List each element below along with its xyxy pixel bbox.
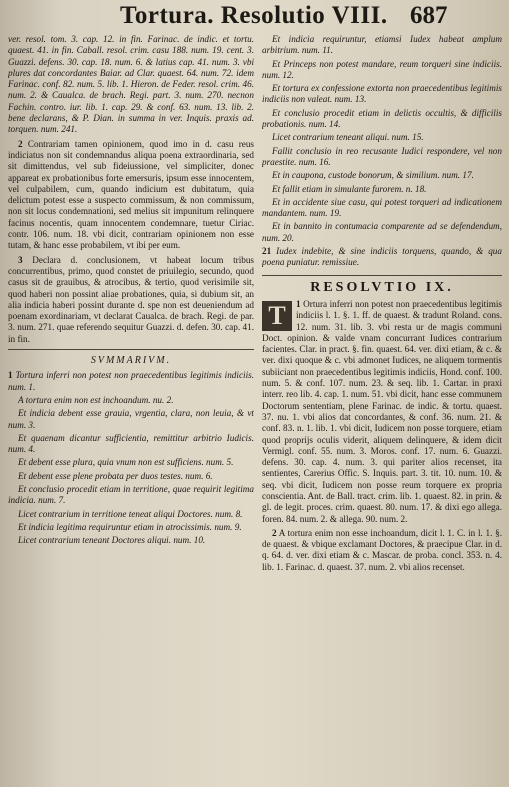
marginal-number: 2 [18,138,23,149]
page-number: 687 [410,2,448,29]
summary-item: Licet contrarium teneant Doctores aliqui. num. 10. [18,535,206,546]
running-header [0,0,509,30]
summary-heading: SVMMARIVM. [8,349,254,366]
summary-item: Et in bannito in contumacia comparente ad se defendendum, num. 20. [262,221,502,243]
marginal-number: 2 [272,527,277,538]
summary-item [8,370,254,393]
summary-item: Et conclusio procedit etiam in territione, quae requirit legitima indicia. num. 7. [8,483,254,506]
resolution-heading: RESOLVTIO IX. [262,275,502,293]
summary-item: Et Princeps non potest mandare, reum torqueri sine indiciis. num. 12. [262,58,502,80]
paragraph-text: Declara d. conclusionem, vt habeat locum tribus concurrentibus, primo, quod constet de priuilegio, secundo, quod casus sit de grauibus, & atrocibus, & tertio, quod verisimile sit, quod haberi non possint aliae probationes, quia, si dubium sit, an alia indicia haberi possint durante d. spe non est deueniendum ad poenam exordinariam, vt declarat Caualca. de brach. Regi. de par. 3. num. 271. quae referendo sequitur Guazzi. d. defen. 30. cap. 41. in fin. [8,254,254,344]
summary-item: Et indicia legitima requiruntur etiam in atrocissimis. num. 9. [18,521,242,532]
left-column [8,34,254,782]
summary-list-continued [262,34,502,269]
running-title: Tortura. Resolutio VIII. [120,2,388,29]
paragraph-text: Contrariam tamen opinionem, quod imo in d. casu reus indiciatus non sit condemnandus aliqua poena extraordinaria, sed sit dimittendus, vel sub fideiussione, vel simpliciter, donec appareat ex probationibus forte emersuris, ipsum esse innocentem, vel culpabilem, cum, quando indicium est dubitatum, quia delictum potest esse a suspecto commissum, & non commissum, non sit locus condemnationi, sed melius sit impunitum relinquere facinus nocentis, quam innocentem condemnare, tuetur Ciriac. contr. 106. num. 18. vbi dicit, contrariam opinionem non esse tutam, & hanc esse probabilem, vt ibi per eum. [8,138,254,251]
continuation-paragraph: ver. resol. tom. 3. cap. 12. in fin. Farinac. de indic. et tortu. quaest. 41. in fin. Caball. resol. crim. casu 188. num. 19. cent. 3. Guazzi. defens. 30. cap. 18. num. 6. & latius cap. 41. num. 3. vbi plures dat concordantes Baiar. ad Clar. quaest. 64. num. 72. idem Farinac. conf. 82. num. 5. lib. 1. Hieron. de Feder. resol. crim. 46. num. 2. & Caualca. de brach. Regi. part. 3. num. 270. necnon Fachin. contro. iur. lib. 1. cap. 29. & conf. 63. num. 13. lib. 2. bene declarans, & P. Dian. in summa in ver. Inquis. praxis ad. torquen. num. 241. [8,34,254,135]
summary-item: Et in caupona, custode bonorum, & similium. num. 17. [272,170,474,181]
summary-item: Licet contrarium in territione teneat aliqui Doctores. num. 8. [18,508,243,519]
summary-item: Licet contrarium teneant aliqui. num. 15. [272,132,424,143]
paragraph-text: Ortura inferri non potest non praecedentibus legitimis indiciis l. 1. §. 1. ff. de quaest. & tradunt Roland. cons. 12. num. 31. lib. 3. vbi resta ur de magis communi Doct. opinion. & valde vnam concurrant Iudices contrarium facientes. Clar. in pract. §. fin. quaest. 64. ver. dixi etiam, & c. & ver. dixi quoque & c. vbi admonet Iudices, ne aliquem tormentis subiiciant non praecedentibus legitimis indiciis, Hond. conf. 100. num. 5. & conf. 107. num. 23. & seq. lib. 1. Cartar. in praxi interr. reo lib. 4. cap. 1. num. 51. vbi dicit, hanc esse communem Doctorum sententiam, plene Farinac. de indic. & tortu. quaest. 37. nu. 1. vbi alios dat concordantes, & conf. 36. num. 21. & conf. 83. n. 1. lib. 1. vbi dicit, Iudicem non posse torquere, etiam quod proprijs oculis viderit, aliquem delinquere, & idem dicit Vermigl. conf. 55. num. 3. Moros. conf. 17. num. 6. Guazzi. defens. 30. cap. 4. num. 3. qui pariter alios recenset, ita sentientes, Carerius Offic. S. Inquis. part. 3. tit. 10. num. 10. & seq. vbi dicit, Iudicem non posse reum torquere ex propria conscientia. Ant. de Ball. tract. crim. lib. 1. quaest. 82. in prin. & gl. de legit. proces. crim. quaest. 80. num. 17. & dixi ego allega. foren. 84. num. 2. & allega. 90. num. 2. [262,298,502,524]
marginal-number: 1 [8,370,13,381]
resolution-paragraph-1 [262,299,502,525]
resolution-paragraph-2 [262,528,502,573]
marginal-number: 1 [296,298,301,309]
summary-item: Et debent esse plura, quia vnum non est sufficiens. num. 5. [18,457,234,468]
marginal-number: 3 [18,254,23,265]
summary-item: Et tortura ex confessione extorta non praecedentibus legitimis indiciis non valeat. num. 13. [262,83,502,105]
summary-list [8,370,254,546]
summary-item: Et fallit etiam in simulante furorem. n. 18. [272,183,427,194]
summary-item: Fallit conclusio in reo recusante Iudici respondere, vel non praestite. num. 16. [262,145,502,167]
paragraph-text: A tortura enim non esse inchoandum, dicit l. 1. C. in l. 1. §. de quaest. & vbique exclamant Doctores, & praecipue Clar. in d. q. 64. d. ver. dixi etiam & c. Mascar. de proba. concl. 353. n. 4. lib. 1. Farinac. d. quaest. 37. num. 2. vbi alios recenset. [262,527,502,572]
right-column [262,34,502,782]
summary-item: Et indicia debent esse grauia, vrgentia, clara, non leuia, & vt num. 3. [8,408,254,430]
summary-item: Et conclusio procedit etiam in delictis occultis, & difficilis probationis. num. 14. [262,107,502,130]
summary-item: Et debent esse plene probata per duos testes. num. 6. [18,470,213,481]
paragraph-3 [8,255,254,345]
summary-item: A tortura enim non est inchoandum. nu. 2. [18,394,174,405]
drop-cap: T [262,301,292,331]
summary-item-21 [262,246,502,269]
summary-item: Et quaenam dicantur sufficientia, remittitur arbitrio Iudicis. num. 4. [8,432,254,455]
summary-text: Tortura inferri non potest non praecedentibus legitimis indiciis. num. 1. [8,370,254,392]
marginal-number: 21 [262,246,272,257]
paragraph-2 [8,139,254,252]
summary-item: Et indicia requiruntur, etiamsi Iudex habeat amplum arbitrium. num. 11. [262,34,502,56]
summary-item: Et in accidente siue casu, qui potest torqueri ad indicationem mandantem. num. 19. [262,196,502,219]
summary-text: Iudex indebite, & sine indiciis torquens, quando, & qua poena puniatur. remissiue. [262,246,502,268]
